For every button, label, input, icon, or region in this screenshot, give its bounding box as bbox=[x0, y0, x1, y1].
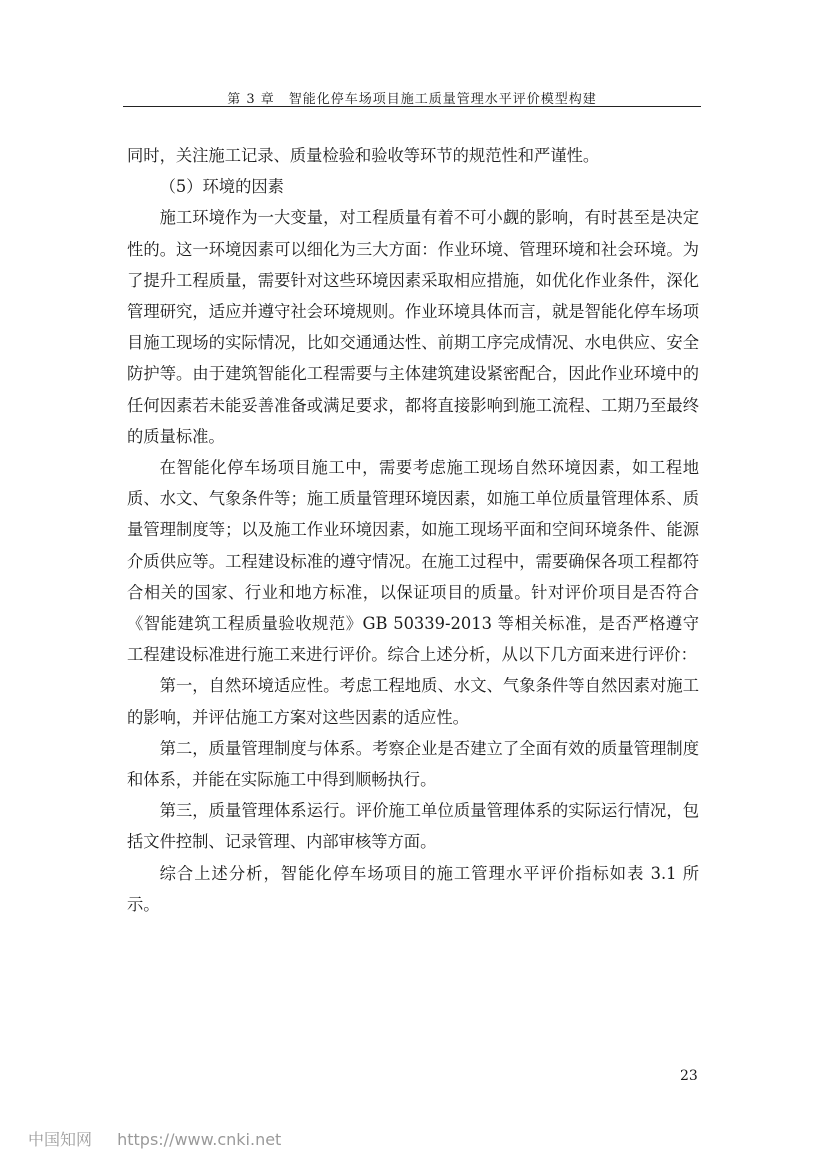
paragraph: 第二，质量管理制度与体系。考察企业是否建立了全面有效的质量管理制度和体系，并能在实际施工中得到顺畅执行。 bbox=[127, 738, 699, 790]
running-header: 第 3 章 智能化停车场项目施工质量管理水平评价模型构建 bbox=[227, 92, 597, 107]
paragraph-continuation: 同时，关注施工记录、质量检验和验收等环节的规范性和严谨性。 bbox=[127, 146, 600, 165]
body-text bbox=[127, 140, 699, 920]
paragraph: 在智能化停车场项目施工中，需要考虑施工现场自然环境因素，如工程地质、水文、气象条件等；施工质量管理环境因素，如施工单位质量管理体系、质量管理制度等；以及施工作业环境因素，如施工现场平面和空间环境条件、能源介质供应等。工程建设标准的遵守情况。在施工过程中，需要确保各项工程都符合相关的国家、行业和地方标准，以保证项目的质量。针对评价项目是否符合《智能建筑工程质量验收规范》GB 50339-2013 等相关标准，是否严格遵守工程建设标准进行施工来进行评价。综合上述分析，从以下几方面来进行评价： bbox=[127, 458, 699, 665]
page-number: 23 bbox=[680, 1068, 698, 1084]
cnki-watermark bbox=[28, 1127, 301, 1150]
paragraph: 综合上述分析，智能化停车场项目的施工管理水平评价指标如表 3.1 所示。 bbox=[127, 863, 699, 914]
paragraph: 第三，质量管理体系运行。评价施工单位质量管理体系的实际运行情况，包括文件控制、记录管理、内部审核等方面。 bbox=[127, 801, 699, 852]
watermark-brand: 中国知网 bbox=[28, 1130, 93, 1149]
section-heading: （5）环境的因素 bbox=[159, 177, 284, 197]
header-rule bbox=[123, 106, 701, 107]
watermark-url[interactable]: https://www.cnki.net bbox=[117, 1130, 282, 1149]
paragraph: 第一，自然环境适应性。考虑工程地质、水文、气象条件等自然因素对施工的影响，并评估施工方案对这些因素的适应性。 bbox=[127, 676, 699, 727]
paragraph: 施工环境作为一大变量，对工程质量有着不可小觑的影响，有时甚至是决定性的。这一环境因素可以细化为三大方面：作业环境、管理环境和社会环境。为了提升工程质量，需要针对这些环境因素采取相应措施，如优化作业条件，深化管理研究，适应并遵守社会环境规则。作业环境具体而言，就是智能化停车场项目施工现场的实际情况，比如交通通达性、前期工序完成情况、水电供应、安全防护等。由于建筑智能化工程需要与主体建筑建设紧密配合，因此作业环境中的任何因素若未能妥善准备或满足要求，都将直接影响到施工流程、工期乃至最终的质量标准。 bbox=[127, 208, 699, 446]
